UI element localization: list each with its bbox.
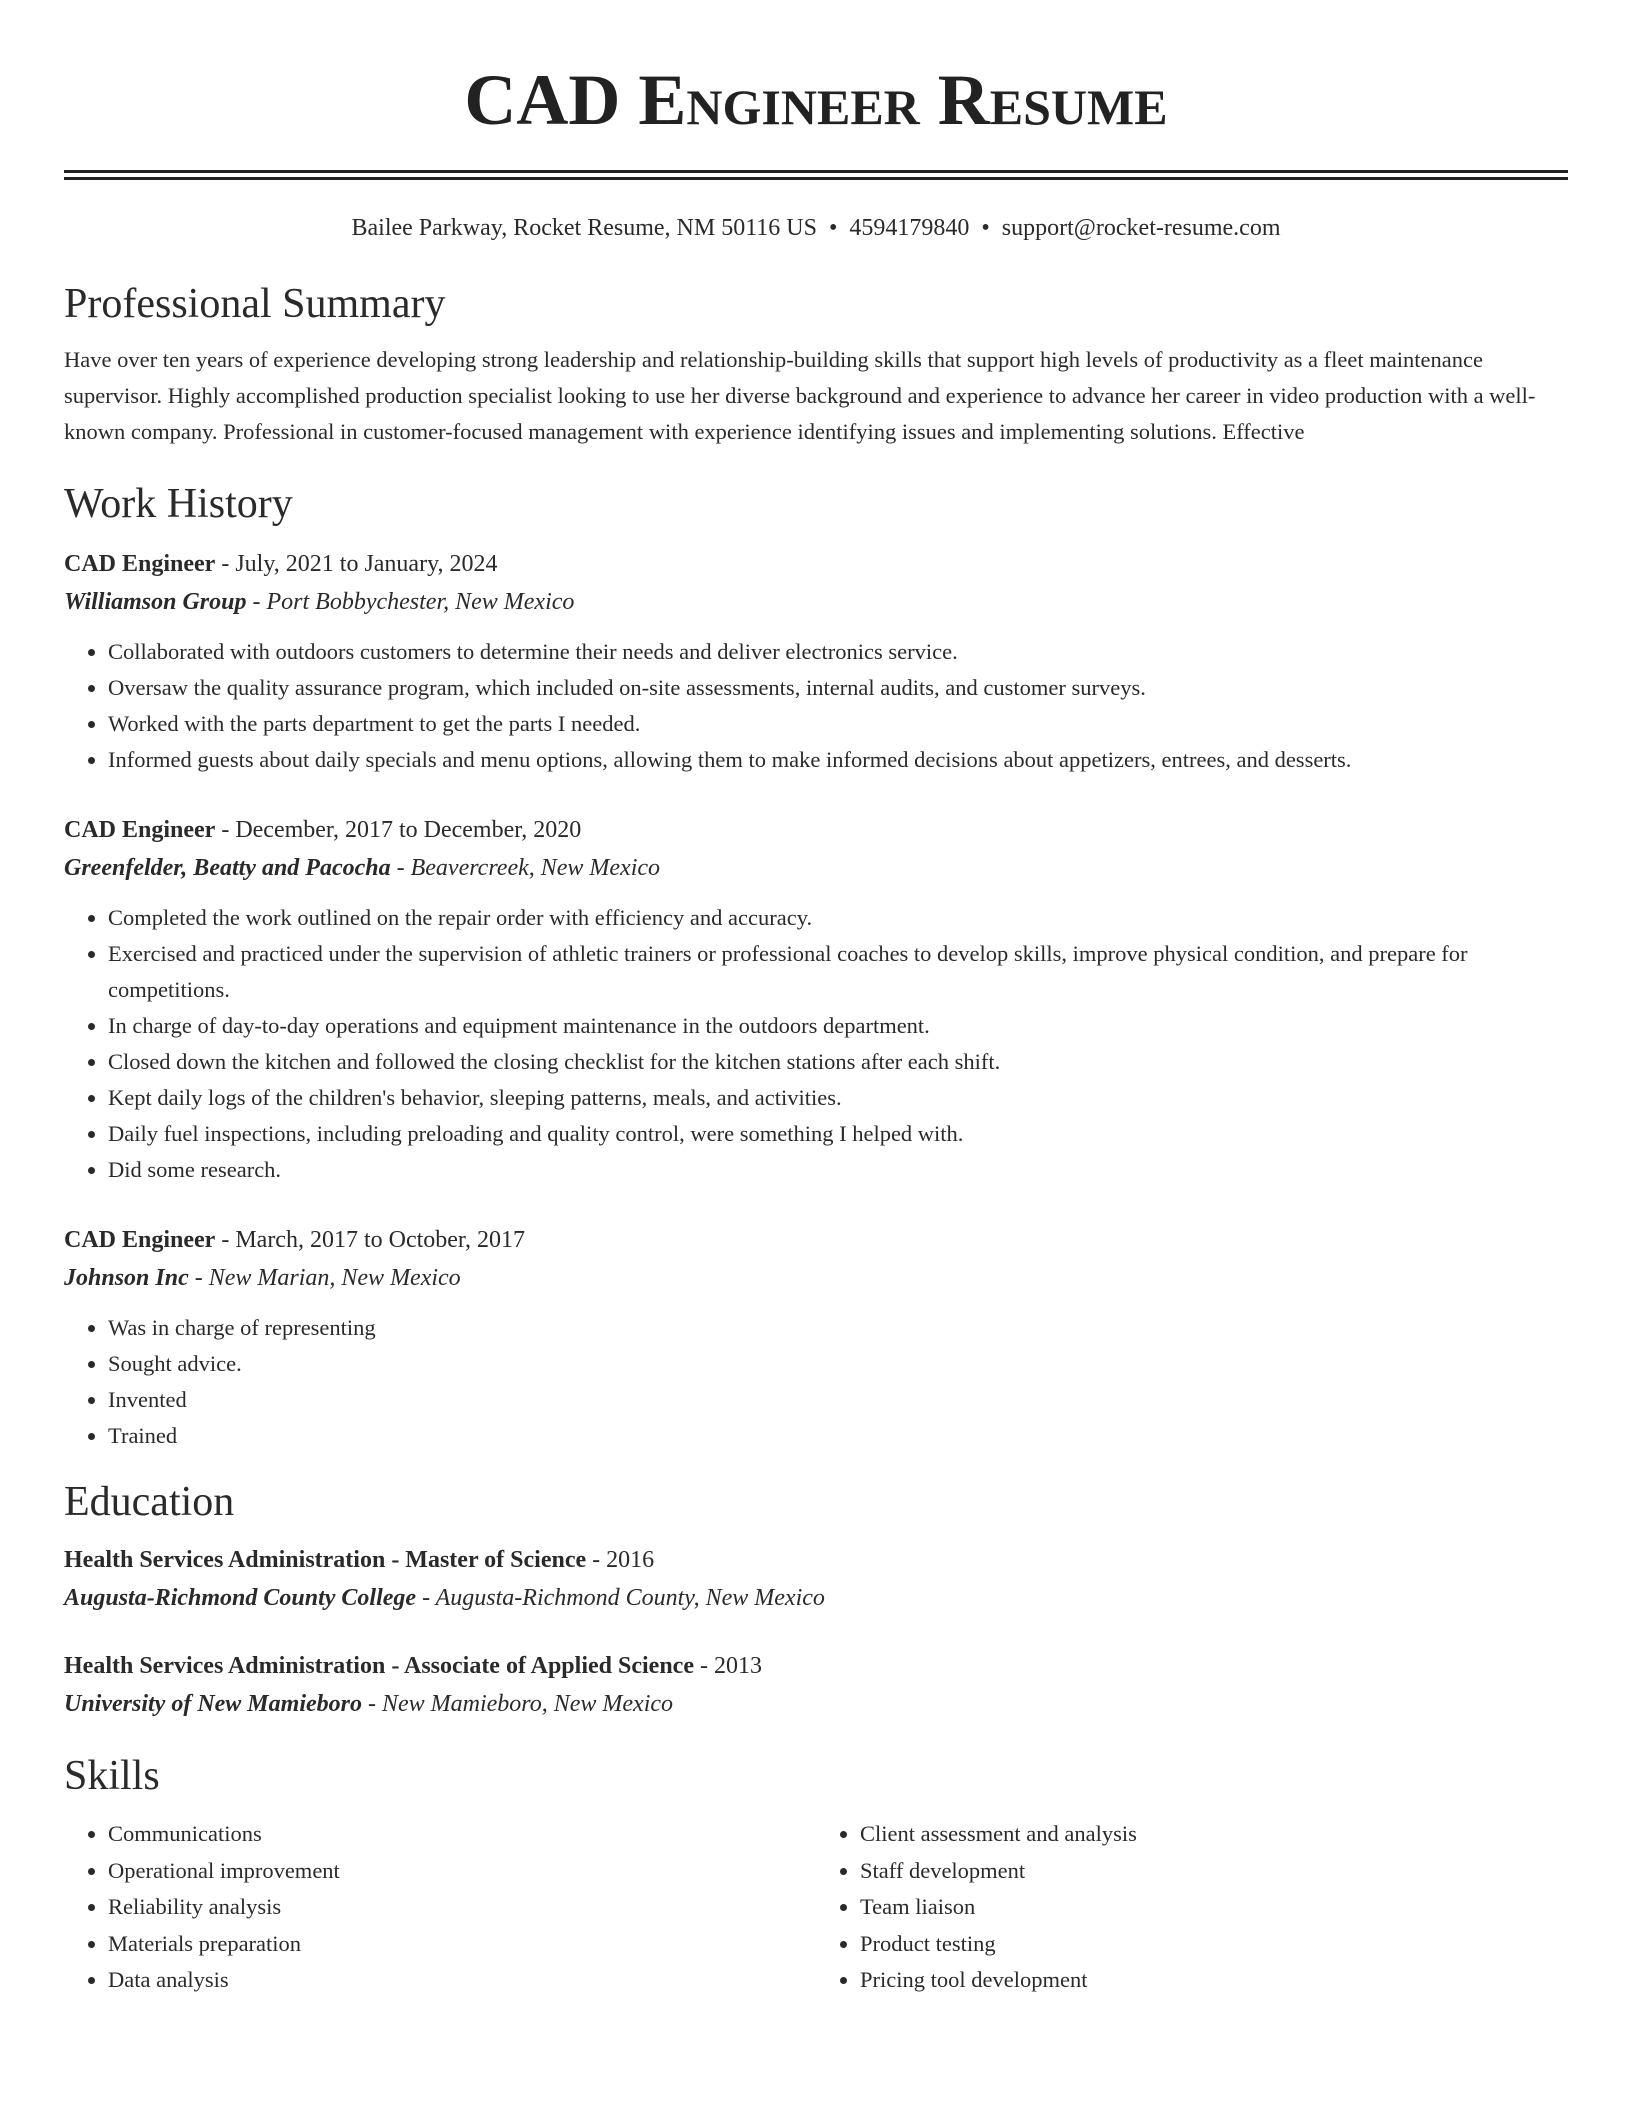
- work-history-heading: Work History: [64, 481, 293, 527]
- skill-item: • Reliability analysis: [108, 1889, 816, 1926]
- education-year: - 2013: [693, 1653, 762, 1679]
- job-dates: - July, 2021 to January, 2024: [215, 551, 498, 577]
- job-company-line: [64, 582, 1568, 622]
- job-role: CAD Engineer: [64, 1227, 216, 1253]
- summary-text: Have over ten years of experience developing strong leadership and relationship-building skills that support high levels of productivity as a fleet maintenance supervisor. Highly accomplished production specialist looking to use her diverse background and experience to advance her career in video production with a well-known company. Professional in customer-focused management with experience identifying issues and implementing solutions. Effective: [64, 347, 1536, 444]
- education-location: - Augusta-Richmond County, New Mexico: [416, 1585, 825, 1611]
- list-item: • Sought advice.: [108, 1346, 1568, 1382]
- job-entry: [64, 546, 1568, 778]
- education-location: - New Mamieboro, New Mexico: [361, 1691, 674, 1717]
- list-item: • Invented: [108, 1382, 1568, 1418]
- email-link[interactable]: support@rocket-resume.com: [1001, 215, 1281, 241]
- separator: •: [981, 215, 990, 241]
- job-bullets: [64, 900, 1568, 1188]
- page-title: CAD Engineer Resume: [464, 60, 1168, 140]
- job-bullets: [64, 1310, 1568, 1454]
- education-school-line: [64, 1578, 1568, 1618]
- job-company: Williamson Group: [64, 589, 247, 615]
- skill-item: • Communications: [108, 1816, 816, 1853]
- list-item: • Kept daily logs of the children's behavior, sleeping patterns, meals, and activities.: [108, 1080, 1568, 1116]
- job-entry: [64, 812, 1568, 1188]
- skill-item: • Team liaison: [860, 1889, 1568, 1926]
- list-item: • Worked with the parts department to get the parts I needed.: [108, 706, 1568, 742]
- education-school: University of New Mamieboro: [64, 1691, 362, 1717]
- list-item: • Did some research.: [108, 1152, 1568, 1188]
- job-location: - Beavercreek, New Mexico: [390, 855, 661, 881]
- skills-heading: Skills: [64, 1753, 160, 1799]
- education-degree: Health Services Administration - Master of Science: [64, 1547, 587, 1573]
- address: Bailee Parkway, Rocket Resume, NM 50116 US: [351, 215, 817, 241]
- skills-column-right: [816, 1816, 1568, 1999]
- job-role: CAD Engineer: [64, 817, 216, 843]
- education-year: - 2016: [586, 1547, 655, 1573]
- summary-heading: Professional Summary: [64, 281, 446, 327]
- skill-item: • Client assessment and analysis: [860, 1816, 1568, 1853]
- job-header: [64, 812, 1568, 848]
- skill-item: • Materials preparation: [108, 1926, 816, 1963]
- list-item: • Informed guests about daily specials and menu options, allowing them to make informed decisions about appetizers, entrees, and desserts.: [108, 742, 1568, 778]
- contact-line: [64, 212, 1568, 244]
- education-heading: Education: [64, 1479, 235, 1525]
- education-school: Augusta-Richmond County College: [64, 1585, 417, 1611]
- list-item: • Collaborated with outdoors customers to determine their needs and deliver electronics service.: [108, 634, 1568, 670]
- education-header: [64, 1648, 1568, 1684]
- job-bullets: [64, 634, 1568, 778]
- separator: •: [828, 215, 838, 241]
- title-divider: [64, 170, 1568, 180]
- job-location: - Port Bobbychester, New Mexico: [246, 589, 575, 615]
- skills-column-left: [64, 1816, 816, 1999]
- list-item: • Daily fuel inspections, including preloading and quality control, were something I helped with.: [108, 1116, 1568, 1152]
- job-dates: - December, 2017 to December, 2020: [215, 817, 582, 843]
- list-item: • Oversaw the quality assurance program, which included on-site assessments, internal audits, and customer surveys.: [108, 670, 1568, 706]
- skill-item: • Staff development: [860, 1853, 1568, 1890]
- skill-item: • Operational improvement: [108, 1853, 816, 1890]
- job-header: [64, 546, 1568, 582]
- job-company: Greenfelder, Beatty and Pacocha: [64, 855, 391, 881]
- education-entry: [64, 1648, 1568, 1724]
- job-header: [64, 1222, 1568, 1258]
- education-header: [64, 1542, 1568, 1578]
- job-company-line: [64, 1258, 1568, 1298]
- job-entry: [64, 1222, 1568, 1454]
- skill-item: • Pricing tool development: [860, 1962, 1568, 1999]
- list-item: • Completed the work outlined on the repair order with efficiency and accuracy.: [108, 900, 1568, 936]
- list-item: • In charge of day-to-day operations and equipment maintenance in the outdoors department.: [108, 1008, 1568, 1044]
- list-item: • Was in charge of representing: [108, 1310, 1568, 1346]
- skills-list: [64, 1816, 1568, 1999]
- job-dates: - March, 2017 to October, 2017: [215, 1227, 525, 1253]
- job-company-line: [64, 848, 1568, 888]
- list-item: • Trained: [108, 1418, 1568, 1454]
- job-role: CAD Engineer: [64, 551, 216, 577]
- education-school-line: [64, 1684, 1568, 1724]
- list-item: • Exercised and practiced under the supervision of athletic trainers or professional coaches to develop skills, improve physical condition, and prepare for competitions.: [108, 936, 1568, 1008]
- education-entry: [64, 1542, 1568, 1618]
- phone: 4594179840: [849, 215, 970, 241]
- education-degree: Health Services Administration - Associate of Applied Science: [64, 1653, 694, 1679]
- skill-item: • Product testing: [860, 1926, 1568, 1963]
- list-item: • Closed down the kitchen and followed the closing checklist for the kitchen stations after each shift.: [108, 1044, 1568, 1080]
- job-location: - New Marian, New Mexico: [188, 1265, 461, 1291]
- skill-item: • Data analysis: [108, 1962, 816, 1999]
- job-company: Johnson Inc: [64, 1265, 189, 1291]
